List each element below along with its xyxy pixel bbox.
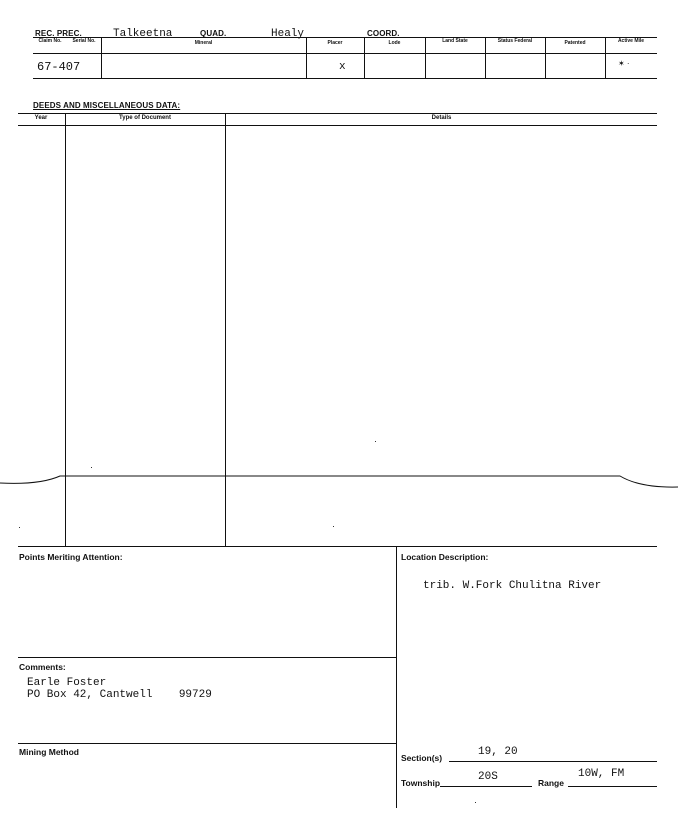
location-description-value: trib. W.Fork Chulitna River (423, 580, 602, 592)
col-details: Details (431, 115, 452, 121)
sections-value: 19, 20 (478, 746, 518, 758)
comments-label: Comments: (19, 662, 66, 672)
fold-line (0, 470, 678, 494)
deeds-header-rule (18, 125, 657, 126)
rec-prec-value: Talkeetna (113, 28, 173, 40)
township-label: Township (401, 778, 441, 788)
divider (425, 37, 426, 78)
points-meriting-attention-label: Points Meriting Attention: (19, 552, 123, 562)
placer-mark: x (339, 61, 346, 73)
speck (475, 802, 476, 803)
divider (545, 37, 546, 78)
mining-method-label: Mining Method (19, 747, 79, 757)
deeds-section-title: DEEDS AND MISCELLANEOUS DATA: (33, 101, 181, 110)
location-description-label: Location Description: (401, 552, 489, 562)
col-mineral: Mineral (194, 40, 213, 46)
speck (19, 527, 20, 528)
township-underline (440, 786, 532, 787)
col-serial-no: Serial No. (72, 38, 96, 44)
deeds-bottom-rule (18, 546, 657, 547)
claim-no-value: 67-407 (37, 60, 81, 74)
divider (605, 37, 606, 78)
speck (91, 467, 92, 468)
speck (375, 441, 376, 442)
col-placer: Placer (327, 40, 343, 46)
quad-value: Healy (271, 28, 305, 40)
col-lode: Lode (388, 40, 401, 46)
record-bottom-rule (33, 78, 657, 79)
comments-line-1: Earle Foster (27, 677, 107, 689)
bottom-center-divider (396, 546, 397, 808)
rec-prec-label: REC. PREC. (35, 29, 82, 38)
divider (485, 37, 486, 78)
record-top-rule (33, 53, 657, 54)
active-mark: ✶ · (618, 59, 630, 68)
divider (306, 37, 307, 78)
coord-label: COORD. (367, 29, 400, 38)
col-claim-no: Claim No. (38, 38, 62, 44)
range-value: 10W, FM (578, 768, 625, 780)
comments-rule (18, 657, 396, 658)
range-label: Range (538, 778, 564, 788)
col-land-state: Land State (442, 38, 468, 44)
speck (333, 526, 334, 527)
range-underline (568, 786, 657, 787)
sections-underline (449, 761, 657, 762)
divider (101, 37, 102, 78)
quad-label: QUAD. (200, 29, 227, 38)
col-status-federal: Status Federal (497, 38, 533, 44)
township-value: 20S (478, 771, 498, 783)
col-year: Year (34, 115, 48, 121)
sections-label: Section(s) (401, 753, 443, 763)
comments-line-2: PO Box 42, Cantwell 99729 (27, 689, 212, 701)
divider (364, 37, 365, 78)
deeds-top-rule (18, 113, 657, 114)
mining-method-rule (18, 743, 396, 744)
header-rule (33, 37, 657, 38)
col-type-of-document: Type of Document (119, 115, 171, 121)
col-patented: Patented (564, 40, 586, 46)
col-active-mile: Active Mile (617, 38, 645, 44)
